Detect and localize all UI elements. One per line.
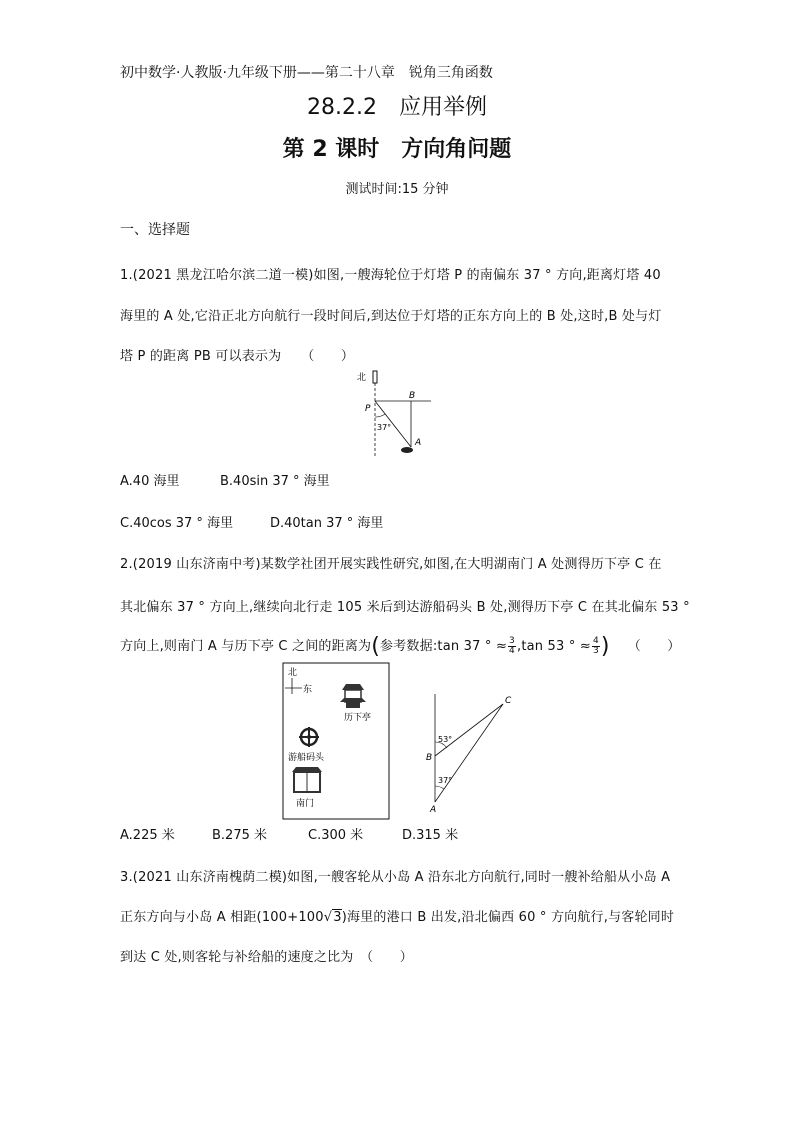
q1-figure (355, 368, 445, 458)
q2-map-frame (283, 663, 389, 819)
q3-line-2-post: )海里的港口 B 出发,沿北偏西 60 ° 方向航行,与客轮同时 (341, 910, 675, 925)
q1-option-c: C.40cos 37 ° 海里 (120, 516, 234, 531)
lighthouse-icon (373, 371, 377, 383)
q2-geo-figure (425, 688, 525, 814)
q1-line-2: 海里的 A 处,它沿正北方向航行一段时间后,到达位于灯塔的正东方向上的 B 处,这时,B 处与灯 (120, 309, 662, 324)
q2-map-north: 北 (288, 668, 298, 678)
section-title: 28.2.2 应用举例 (307, 95, 487, 120)
q1-option-b: B.40sin 37 ° 海里 (220, 474, 330, 489)
q2-ref-close-paren: ) (600, 634, 610, 659)
q3-sqrt-value: 3 (333, 910, 342, 925)
q1-option-a: A.40 海里 (120, 474, 180, 489)
q2-ref-fraction-2 (592, 637, 600, 656)
gate-icon (292, 767, 322, 792)
q2-option-a: A.225 米 (120, 828, 175, 843)
q2-option-b: B.275 米 (212, 828, 267, 843)
q2-line-2: 其北偏东 37 ° 方向上,继续向北行走 105 米后到达游船码头 B 处,测得历下亭 C 在其北偏东 53 ° (120, 600, 690, 615)
q2-segment-ac (435, 704, 503, 802)
q3-line-2: 正东方向与小岛 A 相距(100+100√3)海里的港口 B 出发,沿北偏西 60 ° 方向航行,与客轮同时 (120, 910, 675, 925)
q2-frac2-den: 3 (592, 646, 599, 656)
q2-map-pavilion-label: 历下亭 (344, 713, 372, 723)
q3-line-1: 3.(2021 山东济南槐荫二模)如图,一艘客轮从小岛 A 沿东北方向航行,同时一艘补给船从小岛 A (120, 870, 671, 885)
lesson-title: 第 2 课时 方向角问题 (282, 137, 512, 162)
q1-line-3: 塔 P 的距离 PB 可以表示为 （ ） (120, 349, 355, 364)
q2-map-east: 东 (303, 685, 313, 695)
q1-angle-arc (375, 414, 385, 417)
q1-north-label: 北 (357, 373, 367, 383)
q2-map-figure (282, 662, 390, 820)
q3-line-3: 到达 C 处,则客轮与补给船的速度之比为 （ ） (120, 950, 413, 965)
q2-option-d: D.315 米 (402, 828, 459, 843)
q2-angle-label-b: 53° (438, 735, 453, 744)
ship-wheel-icon (299, 727, 319, 747)
q2-line-3-text: 方向上,则南门 A 与历下亭 C 之间的距离为 (120, 639, 372, 654)
q2-label-b: B (426, 753, 433, 763)
q2-option-c: C.300 米 (308, 828, 364, 843)
q2-angle-arc-a (435, 786, 444, 789)
q2-answer-blank: （ ） (627, 639, 681, 654)
q1-line-1: 1.(2021 黑龙江哈尔滨二道一模)如图,一艘海轮位于灯塔 P 的南偏东 37 ° 方向,距离灯塔 40 (120, 268, 661, 283)
section-heading: 一、选择题 (120, 222, 190, 238)
q2-frac2-num: 4 (592, 636, 599, 646)
q1-label-p: P (365, 404, 371, 414)
q2-ref-open-paren: ( (371, 634, 381, 659)
q1-angle-label: 37° (377, 423, 392, 432)
q2-label-c: C (505, 696, 512, 706)
q2-map-gate-label: 南门 (296, 799, 315, 809)
q3-line-2-pre: 正东方向与小岛 A 相距(100+100 (120, 910, 324, 925)
q2-map-dock-label: 游船码头 (288, 753, 325, 763)
test-time: 测试时间:15 分钟 (345, 182, 449, 197)
q1-option-d: D.40tan 37 ° 海里 (270, 516, 384, 531)
q2-frac1-num: 3 (509, 636, 515, 646)
q1-label-a: A (415, 438, 422, 448)
ship-icon (401, 447, 413, 453)
q1-label-b: B (409, 391, 416, 401)
q2-line-1: 2.(2019 山东济南中考)某数学社团开展实践性研究,如图,在大明湖南门 A 处测得历下亭 C 在 (120, 557, 662, 572)
q2-ref-fraction-1 (508, 637, 516, 656)
q2-ref-mid: ,tan 53 ° ≈ (516, 639, 591, 654)
q2-segment-bc (435, 704, 503, 756)
page-header: 初中数学·人教版·九年级下册——第二十八章 锐角三角函数 (120, 65, 493, 81)
q2-label-a: A (430, 805, 437, 814)
q2-line-3 (120, 634, 681, 659)
q2-frac1-den: 4 (509, 646, 515, 656)
q2-angle-label-a: 37° (438, 776, 453, 785)
pavilion-icon (340, 684, 366, 708)
q2-ref-prefix: 参考数据:tan 37 ° ≈ (380, 639, 508, 654)
